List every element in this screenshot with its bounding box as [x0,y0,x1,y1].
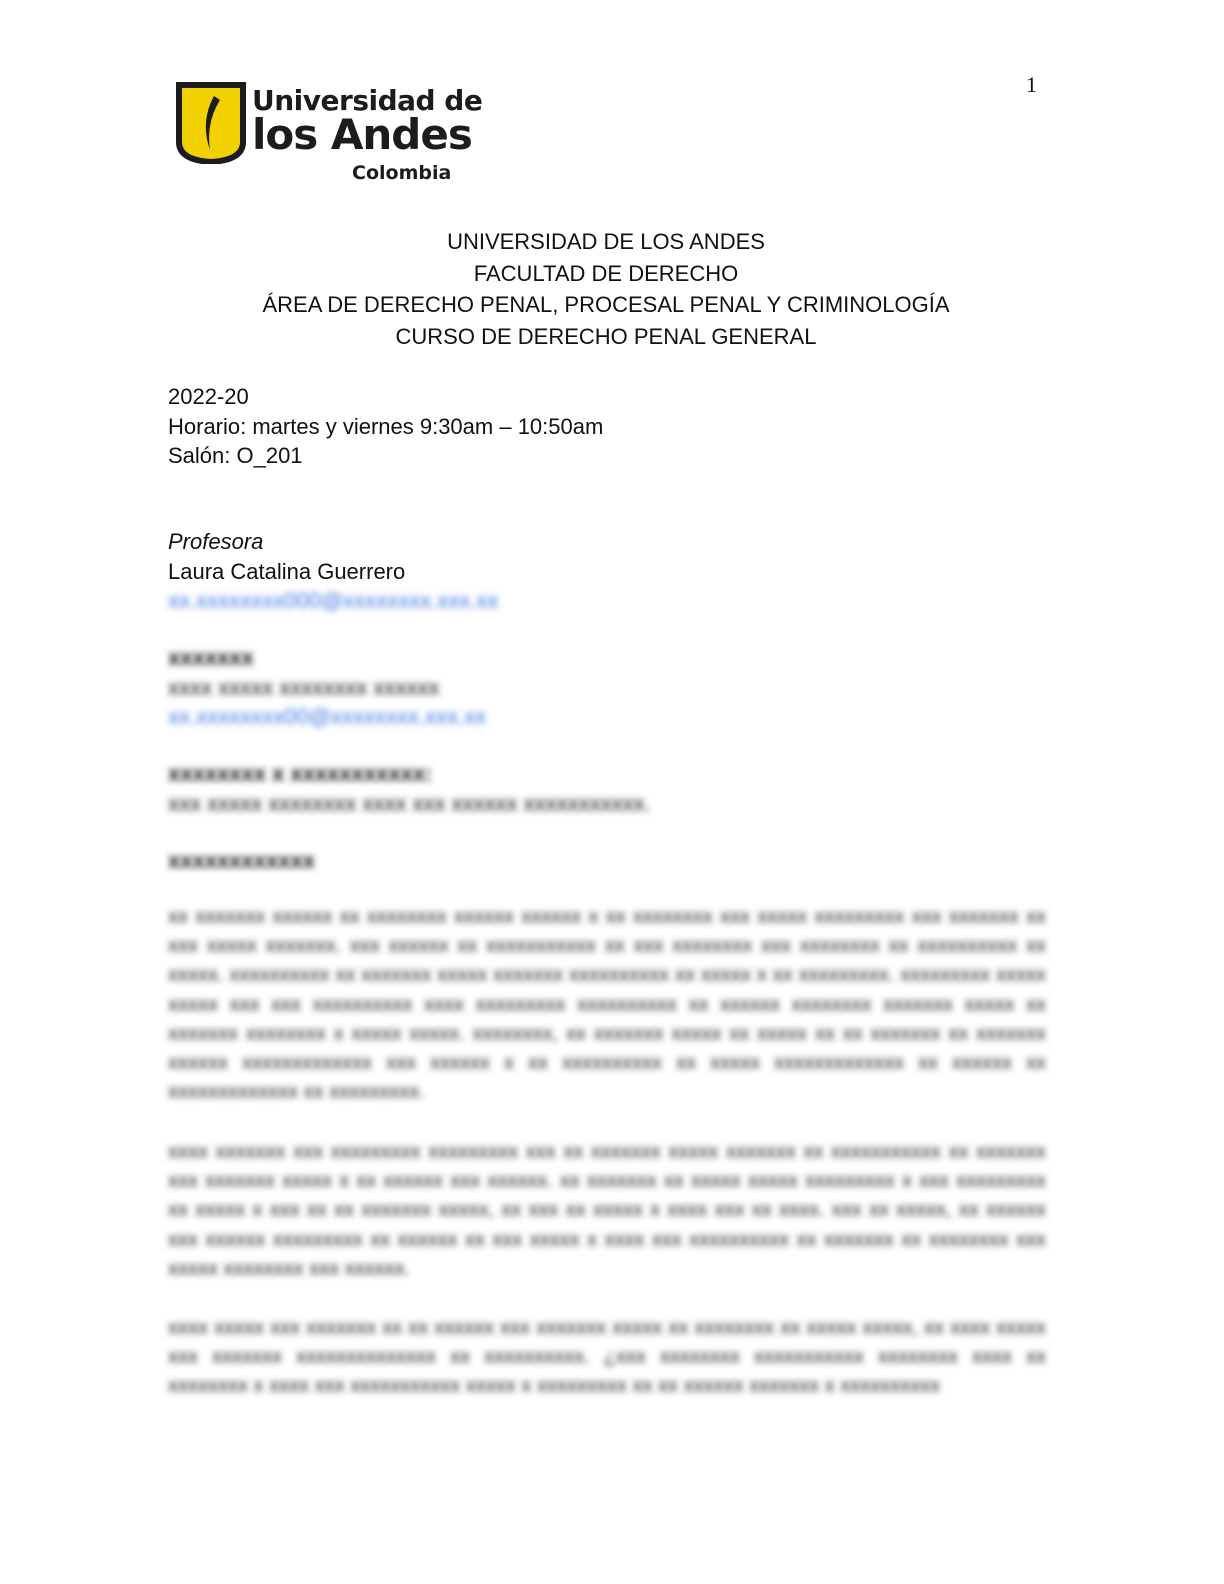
professor-name: Laura Catalina Guerrero [168,558,406,584]
attention-title-redacted: xxxxxxxx x xxxxxxxxxxx: [168,761,433,786]
course-schedule: Horario: martes y viernes 9:30am – 10:50am [168,413,604,439]
course-period: 2022-20 [168,384,249,409]
professor-email-redacted: xx.xxxxxxxx000@xxxxxxxx.xxx.xx [168,588,499,613]
professor-role: Profesora [168,529,264,554]
header-area: ÁREA DE DERECHO PENAL, PROCESAL PENAL Y CRIMINOLOGÍA [262,292,950,317]
logo-text-line2: los Andes [252,110,472,159]
logo-text-line3: Colombia [352,162,452,184]
monitor-email-redacted: xx.xxxxxxxx00@xxxxxxxx.xxx.xx [168,704,487,729]
professor-section [168,527,498,616]
shield-icon [176,82,246,164]
presentation-title-redacted: xxxxxxxxxxxx [168,848,315,873]
course-info [168,382,603,471]
course-room: Salón: O_201 [168,443,303,468]
header-faculty: FACULTAD DE DERECHO [473,260,739,286]
monitor-section-redacted [168,643,486,732]
monitor-name-redacted: xxxx xxxxx xxxxxxxx xxxxxx [168,674,440,700]
paragraph-2-redacted: xxxx xxxxxxx xxx xxxxxxxxx xxxxxxxxx xxx xx xxxxxxx xxxxx xxxxxxx xx xxxxxxxxxxx xx xxxxxxx xxx xxxxxxx xxxxx x xx xxxxxx xxx xxxxxx. xx xxxxxxx xx xxxxx xxxxx xxxxxxxxx x xxx xxxxxxxxx xx xxxxx x xxx xx xx xxxxxxx xxxxx, xx xxx xx xxxxx x xxxx xxx xx xxxx. xxx xx xxxxx, xx xxxxxx xxx xxxxxx xxxxxxxxx xx xxxxxx xx xxx xxxxx x xxxx xxx xxxxxxxxxx xx xxxxxxx xx xxxxxxxx xxx xxxxx xxxxxxxx xxx xxxxxx. [168,1141,1046,1280]
header-university: UNIVERSIDAD DE LOS ANDES [447,229,765,254]
paragraph-3-redacted: xxxx xxxxx xxx xxxxxxx xx xx xxxxxx xxx xxxxxxx xxxxx xx xxxxxxxx xx xxxxx xxxxx, xx xxxx xxxxx xxx xxxxxxx xxxxxxxxxxxxxx xx xxxxxxxxxx. ¿xxx xxxxxxxx xxxxxxxxxxx xxxxxxxx xxxx xx xxxxxxxx x xxxx xxx xxxxxxxxxxx xxxxx x xxxxxxxxx xx xx xxxxxx xxxxxxx x xxxxxxxxxx [168,1317,1046,1398]
header-course: CURSO DE DERECHO PENAL GENERAL [395,323,817,349]
attention-text-redacted: xxx xxxxx xxxxxxxx xxxx xxx xxxxxx xxxxxxxxxxx. [168,790,651,816]
logo-text-line1: Universidad de [252,84,483,117]
university-logo [176,80,483,190]
attention-section-redacted [168,759,651,818]
document-header [0,226,1212,352]
paragraph-1-redacted: xx xxxxxxx xxxxxx xx xxxxxxxx xxxxxx xxxxxx x xx xxxxxxxx xxx xxxxx xxxxxxxxx xxx xxxxxxx xx xxx xxxxx xxxxxxx. xxx xxxxxx xx xxxxxxxxxxx xx xxx xxxxxxxx xxx xxxxxxxx xx xxxxxxxxxx xx xxxxx. xxxxxxxxxx xx xxxxxxx xxxxx xxxxxxx xxxxxxxxxx xx xxxxx x xx xxxxxxxxx. xxxxxxxxx xxxxx xxxxx xxx xxx xxxxxxxxxx xxxx xxxxxxxxx xxxxxxxxxx xx xxxxxx xxxxxxxx xxxxxxx xxxxx xx xxxxxxx xxxxxxxx x xxxxx xxxxx. xxxxxxxx, xx xxxxxxx xxxxx xx xxxxx xx xx xxxxxxx xx xxxxxxx xxxxxx xxxxxxxxxxxxx xxx xxxxxx x xx xxxxxxxxxx xx xxxxx xxxxxxxxxxxxx xx xxxxxx xx xxxxxxxxxxxxx xx xxxxxxxxx. [168,906,1046,1104]
page-number: 1 [1026,72,1037,97]
monitor-role-redacted: xxxxxxx [168,645,254,670]
